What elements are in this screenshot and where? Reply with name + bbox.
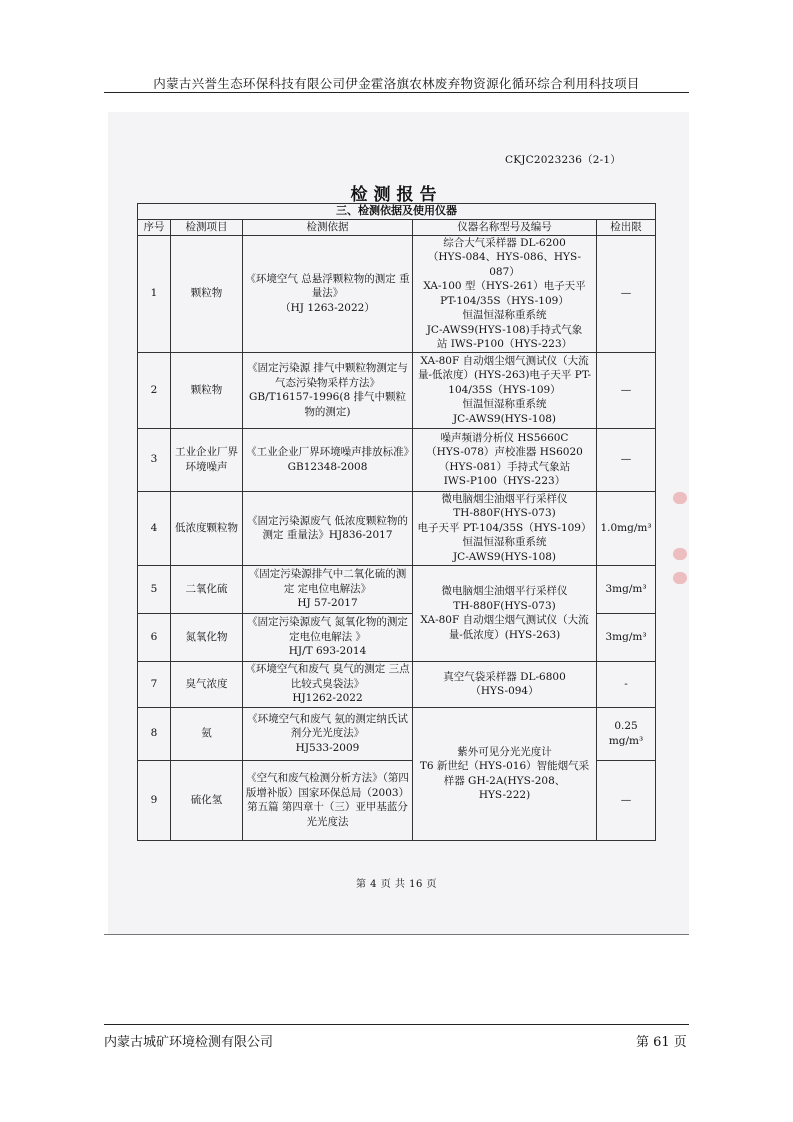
table-header-row	[138, 219, 656, 235]
footer-company: 内蒙古城矿环境检测有限公司	[104, 1035, 274, 1050]
detection-limit: —	[597, 428, 656, 491]
table-row	[138, 491, 656, 565]
instrument: 微电脑烟尘油烟平行采样仪 TH-880F(HYS-073) XA-80F 自动烟尘烟气测试仪（大流量-低浓度）(HYS-263)	[413, 565, 597, 661]
instrument: 综合大气采样器 DL-6200 （HYS-084、HYS-086、HYS-087） XA-100 型（HYS-261）电子天平 PT-104/35S（HYS-109） 恒温恒湿称重系统 JC-AWS9(HYS-108)手持式气象 站 IWS-P100（HYS-223）	[413, 235, 597, 352]
test-basis: 《环境空气和废气 臭气的测定 三点比较式臭袋法》 HJ1262-2022	[243, 661, 413, 707]
instrument: 紫外可见分光光度计 T6 新世纪（HYS-016）智能烟气采样器 GH-2A(HYS-208、 HYS-222)	[413, 707, 597, 840]
column-header: 检出限	[597, 219, 656, 235]
test-item: 臭气浓度	[171, 661, 243, 707]
section-title: 三、检测依据及使用仪器	[138, 204, 656, 220]
footer-rule	[104, 1024, 689, 1025]
instrument: 噪声频谱分析仪 HS5660C （HYS-078）声校准器 HS6020 （HYS-081）手持式气象站 IWS-P100（HYS-223）	[413, 428, 597, 491]
detection-limit: —	[597, 352, 656, 428]
table-row	[138, 707, 656, 760]
stamp-mark	[673, 492, 687, 504]
table-row	[138, 235, 656, 352]
footer-page-number: 第 61 页	[636, 1035, 687, 1050]
detection-limit: -	[597, 661, 656, 707]
table-row	[138, 565, 656, 613]
detection-limit: 3mg/m³	[597, 565, 656, 613]
test-item: 硫化氢	[171, 760, 243, 840]
row-number: 2	[138, 352, 171, 428]
detection-limit: 3mg/m³	[597, 613, 656, 661]
detection-limit: —	[597, 235, 656, 352]
test-basis: 《固定污染源废气 低浓度颗粒物的测定 重量法》HJ836-2017	[243, 491, 413, 565]
test-item: 颗粒物	[171, 235, 243, 352]
stamp-mark	[673, 572, 687, 584]
test-basis: 《固定污染源排气中二氧化硫的测定 定电位电解法》 HJ 57-2017	[243, 565, 413, 613]
instrument: 真空气袋采样器 DL-6800 （HYS-094）	[413, 661, 597, 707]
page-header-title: 内蒙古兴誉生态环保科技有限公司伊金霍洛旗农林废弃物资源化循环综合利用科技项目	[153, 76, 640, 91]
instrument: XA-80F 自动烟尘烟气测试仪（大流量-低浓度）(HYS-263)电子天平 PT-104/35S（HYS-109） 恒温恒湿称重系统 JC-AWS9(HYS-108)	[413, 352, 597, 428]
method-instrument-table	[137, 203, 656, 841]
row-number: 6	[138, 613, 171, 661]
detection-limit: 0.25 mg/m³	[597, 707, 656, 760]
test-basis: 《固定污染源废气 氮氧化物的测定 定电位电解法 》 HJ/T 693-2014	[243, 613, 413, 661]
header-rule	[104, 92, 689, 93]
test-basis: 《工业企业厂界环境噪声排放标准》GB12348-2008	[243, 428, 413, 491]
row-number: 8	[138, 707, 171, 760]
detection-limit: 1.0mg/m³	[597, 491, 656, 565]
row-number: 4	[138, 491, 171, 565]
detection-limit: —	[597, 760, 656, 840]
scan-bottom-rule	[104, 934, 689, 935]
test-item: 低浓度颗粒物	[171, 491, 243, 565]
table-row	[138, 352, 656, 428]
test-basis: 《环境空气 总悬浮颗粒物的测定 重量法》 （HJ 1263-2022）	[243, 235, 413, 352]
row-number: 3	[138, 428, 171, 491]
test-item: 二氧化硫	[171, 565, 243, 613]
column-header: 仪器名称型号及编号	[413, 219, 597, 235]
column-header: 检测依据	[243, 219, 413, 235]
row-number: 5	[138, 565, 171, 613]
test-basis: 《空气和废气检测分析方法》（第四版增补版）国家环保总局（2003）第五篇 第四章十（三）亚甲基蓝分光光度法	[243, 760, 413, 840]
row-number: 1	[138, 235, 171, 352]
test-basis: 《环境空气和废气 氨的测定纳氏试剂分光光度法》 HJ533-2009	[243, 707, 413, 760]
instrument: 微电脑烟尘油烟平行采样仪 TH-880F(HYS-073) 电子天平 PT-104/35S（HYS-109） 恒温恒湿称重系统 JC-AWS9(HYS-108)	[413, 491, 597, 565]
row-number: 9	[138, 760, 171, 840]
report-page-counter: 第 4 页 共 16 页	[356, 879, 437, 890]
table-row	[138, 428, 656, 491]
test-item: 氨	[171, 707, 243, 760]
stamp-mark	[673, 548, 687, 560]
column-header: 序号	[138, 219, 171, 235]
test-item: 氮氧化物	[171, 613, 243, 661]
column-header: 检测项目	[171, 219, 243, 235]
test-item: 颗粒物	[171, 352, 243, 428]
test-item: 工业企业厂界环境噪声	[171, 428, 243, 491]
row-number: 7	[138, 661, 171, 707]
table-row	[138, 661, 656, 707]
report-title: 检测报告	[350, 185, 443, 205]
test-basis: 《固定污染源 排气中颗粒物测定与气态污染物采样方法》 GB/T16157-1996(8 排气中颗粒物的测定)	[243, 352, 413, 428]
report-number: CKJC2023236（2-1）	[505, 154, 621, 166]
